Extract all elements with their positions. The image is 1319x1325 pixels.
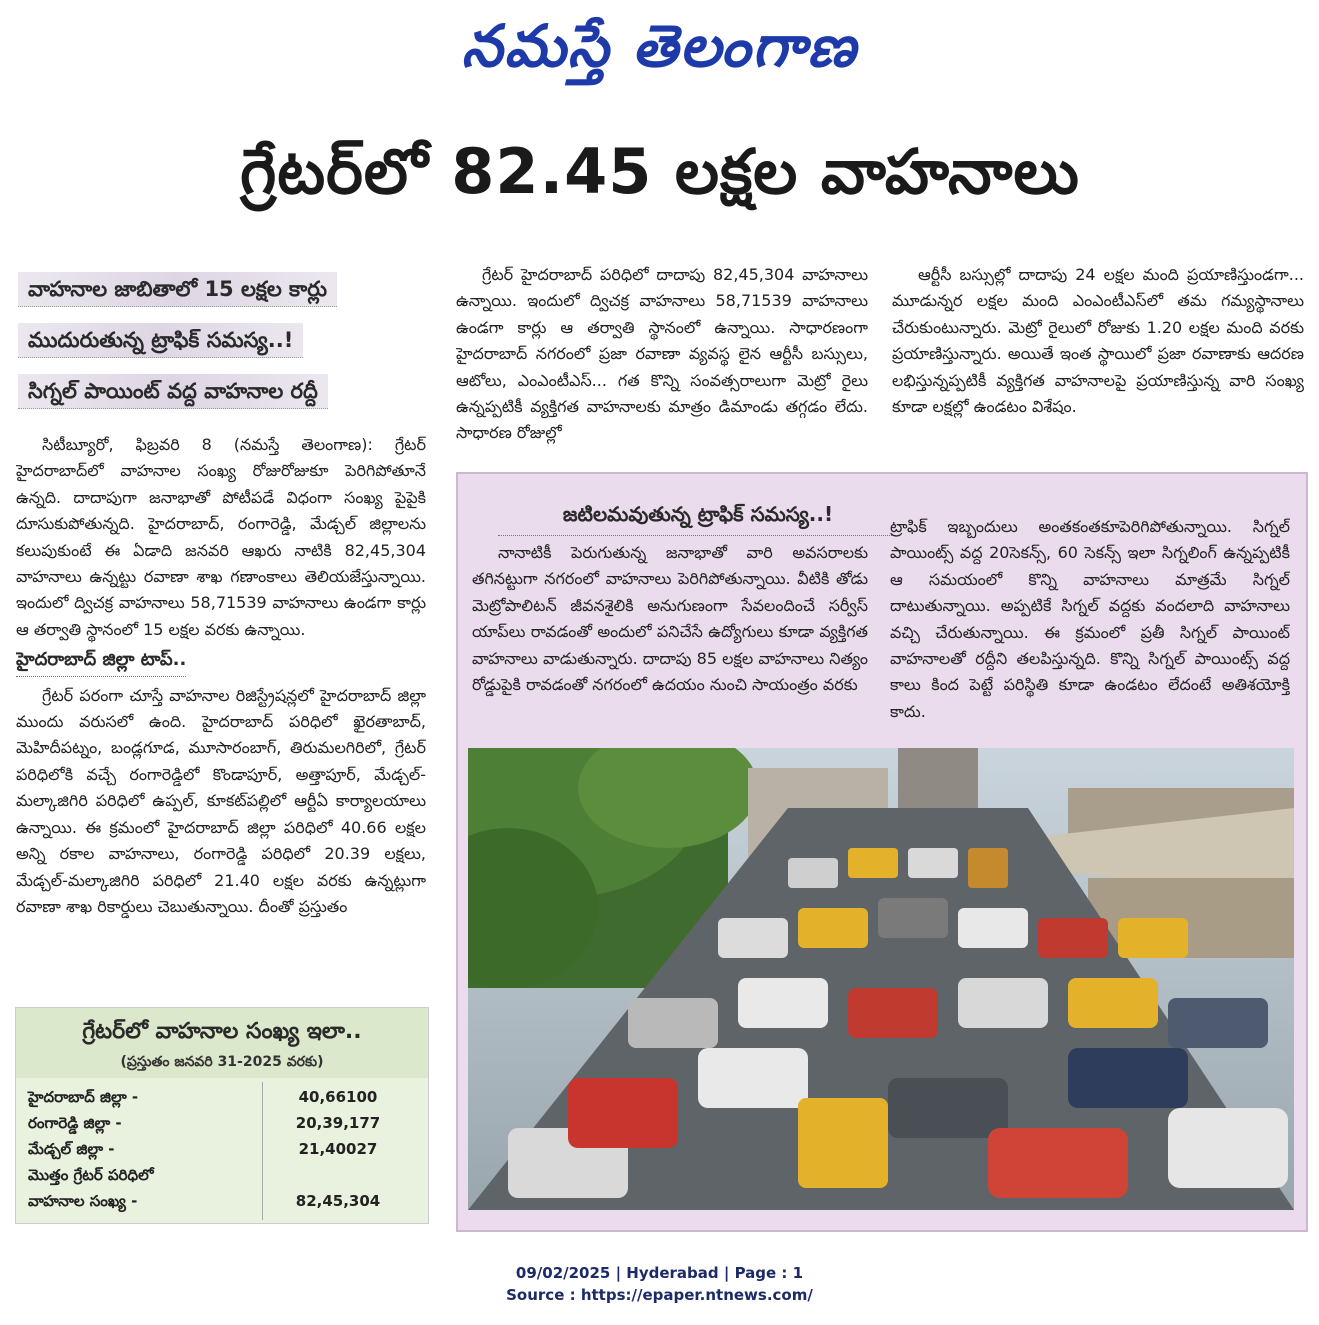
stats-row-value: 20,39,177 bbox=[295, 1114, 381, 1132]
right-column bbox=[892, 262, 1304, 462]
stats-row-value: 40,66100 bbox=[298, 1088, 378, 1106]
stats-box bbox=[15, 1007, 429, 1224]
left-column bbox=[16, 432, 426, 992]
middle-column bbox=[456, 262, 868, 462]
traffic-photo bbox=[468, 748, 1294, 1210]
footer-dateline: 09/02/2025 | Hyderabad | Page : 1 bbox=[515, 1264, 804, 1282]
stats-row-label: మొత్తం గ్రేటర్ పరిధిలో bbox=[28, 1166, 154, 1184]
stats-row-label: రంగారెడ్డి జిల్లా - bbox=[28, 1114, 122, 1132]
deck-2: ముదురుతున్న ట్రాఫిక్ సమస్య..! bbox=[18, 323, 303, 358]
headline: గ్రేటర్‌లో 82.45 లక్షల వాహనాలు bbox=[240, 135, 1080, 208]
stats-header bbox=[16, 1008, 428, 1078]
box-right-column bbox=[890, 514, 1290, 740]
stats-row-value: 82,45,304 bbox=[295, 1192, 381, 1210]
box-left-para: నానాటికీ పెరుగుతున్న జనాభాతో వారి అవసరాలకు తగినట్టుగా నగరంలో వాహనాలు పెరిగిపోతున్నాయి. వీటికి తోడు మెట్రోపాలిటన్ జీవనశైలికి అనుగుణంగా సేవలందించే సర్వీస్ యాప్‌లు రావడంతో అందులో పనిచేసే ఉద్యోగులు కూడా వ్యక్తిగత వాహనాలు వాడుతున్నారు. దాదాపు 85 లక్షల వాహనాలు నిత్యం రోడ్డుపైకి రావడంతో నగరంలో ఉదయం నుంచి సాయంత్రం వరకు bbox=[472, 543, 868, 695]
traffic-photo-illustration bbox=[468, 748, 1294, 1210]
stats-table bbox=[16, 1078, 428, 1223]
left-para-1: సిటీబ్యూరో, ఫిబ్రవరి 8 (నమస్తే తెలంగాణ): గ్రేటర్ హైదరాబాద్‌లో వాహనాల సంఖ్య రోజురోజుకూ పెరిగిపోతూనే ఉన్నది. దాదాపుగా జనాభాతో పోటీపడే విధంగా సంఖ్య పైపైకి దూసుకుపోతున్నది. హైదరాబాద్, రంగారెడ్డి, మేడ్చల్ జిల్లాలను కలుపుకుంటే ఈ ఏడాది జనవరి ఆఖరు నాటికి 82,45,304 వాహనాలు ఉన్నట్టు రవాణా శాఖ గణాంకాలు తెలియజేస్తున్నాయి. ఇందులో ద్విచక్ర వాహనాలు 58,71539 వాహనాలు ఉండగా కార్లు ఆ తర్వాతి స్థానంలో 15 లక్షల వరకు ఉన్నాయి. bbox=[16, 435, 426, 639]
left-subhead: హైదరాబాద్ జిల్లా టాప్.. bbox=[16, 647, 186, 676]
stats-row-label: వాహనాల సంఖ్య - bbox=[28, 1192, 138, 1210]
stats-title: గ్రేటర్‌లో వాహనాల సంఖ్య ఇలా.. bbox=[82, 1019, 362, 1044]
traffic-feature-box bbox=[456, 472, 1308, 1232]
box-left-column bbox=[472, 540, 868, 740]
footer-source: Source : https://epaper.ntnews.com/ bbox=[506, 1286, 813, 1304]
stats-subtitle: (ప్రస్తుతం జనవరి 31-2025 వరకు) bbox=[120, 1054, 324, 1070]
stats-row-label: హైదరాబాద్ జిల్లా - bbox=[28, 1088, 139, 1106]
deck-1: వాహనాల జాబితాలో 15 లక్షల కార్లు bbox=[18, 272, 337, 307]
box-right-para: ట్రాఫిక్ ఇబ్బందులు అంతకంతకూపెరిగిపోతున్నాయి. సిగ్నల్ పాయింట్స్ వద్ద 20సెకన్స్, 60 సెకన్స్ ఇలా సిగ్నలింగ్ ఉన్నప్పటికీ ఆ సమయంలో కొన్ని వాహనాలు మాత్రమే సిగ్నల్ దాటుతున్నాయి. అప్పటికే సిగ్నల్ వద్దకు వందలాది వాహనాలు వచ్చి చేరుతున్నాయి. ఈ క్రమంలో ప్రతీ సిగ్నల్ పాయింట్ వాహనాలతో రద్దీని తలపిస్తున్నది. కొన్ని సిగ్నల్ పాయింట్స్ వద్ద కాలు కింద పెట్టే పరిస్థితి కూడా ఉండటం లేదంటే అతిశయోక్తి కాదు. bbox=[890, 517, 1290, 721]
box-title: జటిలమవుతున్న ట్రాఫిక్ సమస్య..! bbox=[498, 502, 898, 536]
stats-row-value: 21,40027 bbox=[298, 1140, 378, 1158]
right-para: ఆర్టీసీ బస్సుల్లో దాదాపు 24 లక్షల మంది ప్రయాణిస్తుండగా... మూడున్నర లక్షల మంది ఎంఎంటీఎస్‌లో తమ గమ్యస్థానాలు చేరుకుంటున్నారు. మెట్రో రైలులో రోజుకు 1.20 లక్షల మంది వరకు ప్రయాణిస్తున్నారు. అయితే ఇంత స్థాయిలో ప్రజా రవాణాకు ఆదరణ లభిస్తున్నప్పటికీ వ్యక్తిగత వాహనాలపై ప్రయాణిస్తున్న వారి సంఖ్య కూడా లక్షల్లో ఉండటం విశేషం. bbox=[892, 265, 1304, 417]
stats-divider bbox=[262, 1082, 263, 1220]
mid-para: గ్రేటర్ హైదరాబాద్ పరిధిలో దాదాపు 82,45,304 వాహనాలు ఉన్నాయి. ఇందులో ద్విచక్ర వాహనాలు 58,71539 వాహనాలు ఉండగా కార్లు ఆ తర్వాతి స్థానంలో ఉన్నాయి. సాధారణంగా హైదరాబాద్ నగరంలో ప్రజా రవాణా వ్యవస్థ లైన ఆర్టీసీ బస్సులు, ఆటోలు, ఎంఎంటీఎస్... గత కొన్ని సంవత్సరాలుగా మెట్రో రైలు ఉన్నప్పటికీ వ్యక్తిగత వాహనాలకు మాత్రం డిమాండు తగ్గడం లేదు. సాధారణ రోజుల్లో bbox=[456, 265, 868, 443]
stats-row-label: మేడ్చల్ జిల్లా - bbox=[28, 1140, 115, 1158]
left-para-2: గ్రేటర్ పరంగా చూస్తే వాహనాల రిజిస్ట్రేషన్లలో హైదరాబాద్ జిల్లా ముందు వరుసలో ఉంది. హైదరాబాద్ పరిధిలో ఖైరతాబాద్, మెహిదీపట్నం, బండ్లగూడ, మూసారంబాగ్, తిరుమలగిరిలో, గ్రేటర్ పరిధిలోకి వచ్చే రంగారెడ్డిలో కొండాపూర్, అత్తాపూర్, మేడ్చల్-మల్కాజిగిరి పరిధిలో ఉప్పల్, కూకట్‌పల్లిలో ఆర్టీఏ కార్యాలయాలు ఉన్నాయి. ఈ క్రమంలో హైదరాబాద్ జిల్లా పరిధిలో 40.66 లక్షల అన్ని రకాల వాహనాలు, రంగారెడ్డి పరిధిలో 20.39 లక్షలు, మేడ్చల్-మల్కాజిగిరి పరిధిలో 21.40 లక్షల వరకు ఉన్నట్లుగా రవాణా శాఖ రికార్డులు చెబుతున్నాయి. దీంతో ప్రస్తుతం bbox=[16, 685, 426, 916]
deck-3: సిగ్నల్ పాయింట్ వద్ద వాహనాల రద్దీ bbox=[18, 374, 328, 409]
masthead-logo: నమస్తే తెలంగాణ bbox=[461, 12, 858, 80]
